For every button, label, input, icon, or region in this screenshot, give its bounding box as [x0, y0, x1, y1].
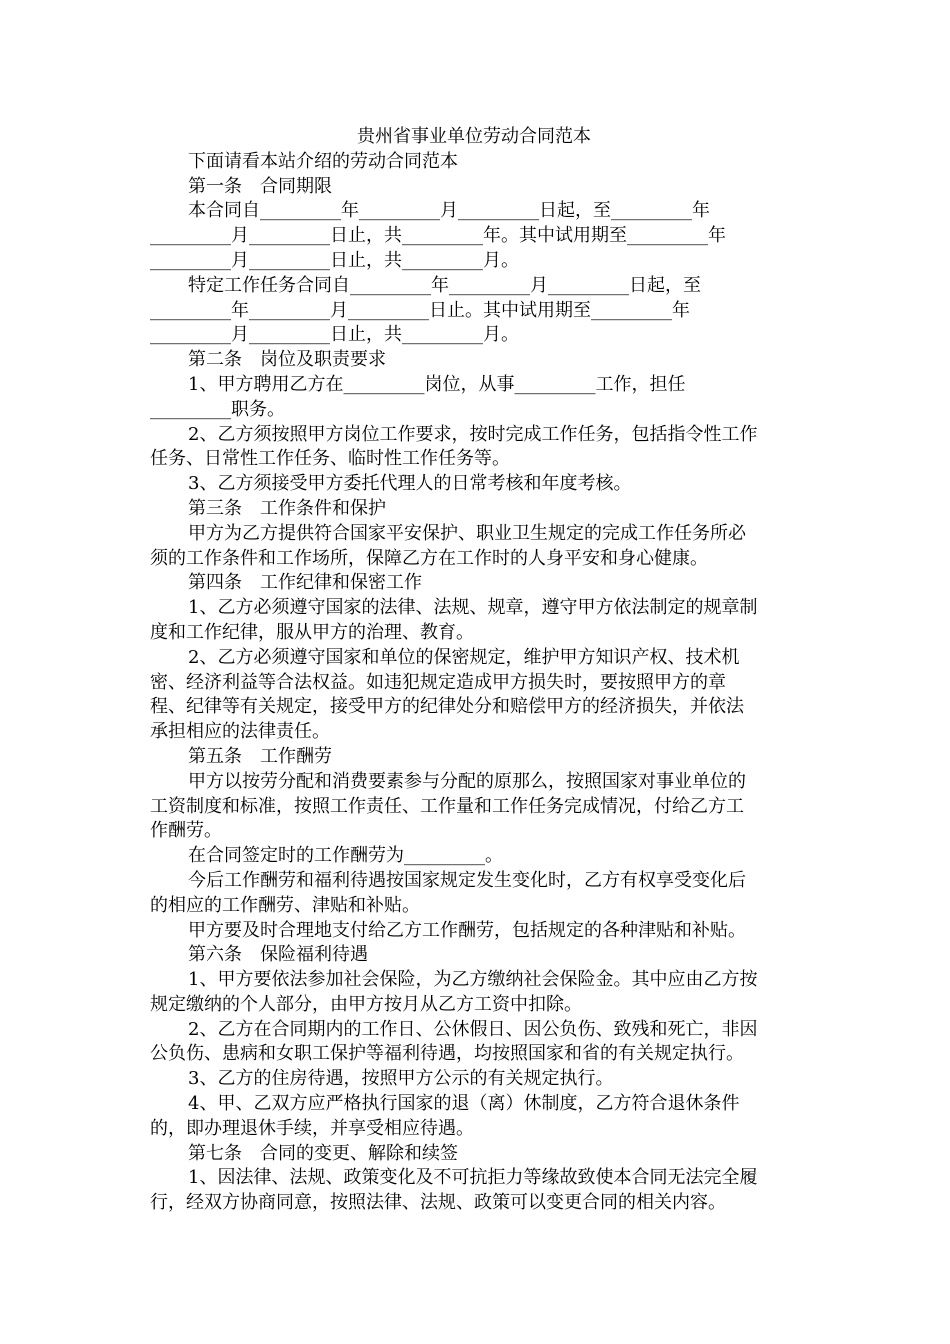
- text-line: _________年_________月_________日止。其中试用期至_________年: [150, 299, 690, 321]
- text-line: 公负伤、患病和女职工保护等福利待遇，均按照国家和省的有关规定执行。: [150, 1043, 744, 1065]
- text-line: 甲方要及时合理地支付给乙方工作酬劳，包括规定的各种津贴和补贴。: [188, 919, 746, 941]
- text-line: _________月_________日止，共_________月。: [150, 324, 519, 346]
- text-line: 第六条 保险福利待遇: [188, 944, 368, 966]
- text-line: 作酬劳。: [150, 820, 222, 842]
- text-line: 在合同签定时的工作酬劳为_________。: [188, 845, 503, 867]
- text-line: 密、经济利益等合法权益。如违犯规定造成甲方损失时，要按照甲方的章: [150, 671, 726, 693]
- text-line: 承担相应的法律责任。: [150, 721, 330, 743]
- text-line: 第一条 合同期限: [188, 175, 332, 197]
- text-line: 工资制度和标准，按照工作责任、工作量和工作任务完成情况，付给乙方工: [150, 795, 744, 817]
- text-line: 行，经双方协商同意，按照法律、法规、政策可以变更合同的相关内容。: [150, 1192, 726, 1214]
- text-line: 的相应的工作酬劳、津贴和补贴。: [150, 894, 420, 916]
- text-line: 特定工作任务合同自_________年_________月_________日起，至: [188, 274, 701, 296]
- text-line: 1、因法律、法规、政策变化及不可抗拒力等缘故致使本合同无法完全履: [188, 1167, 758, 1189]
- text-line: 4、甲、乙双方应严格执行国家的退（离）休制度，乙方符合退休条件: [188, 1093, 740, 1115]
- text-line: 今后工作酬劳和福利待遇按国家规定发生变化时，乙方有权享受变化后: [188, 869, 746, 891]
- text-line: 第四条 工作纪律和保密工作: [188, 572, 422, 594]
- text-line: 2、乙方须按照甲方岗位工作要求，按时完成工作任务，包括指令性工作: [188, 423, 758, 445]
- text-line: 程、纪律等有关规定，接受甲方的纪律处分和赔偿甲方的经济损失，并依法: [150, 696, 744, 718]
- text-line: 甲方以按劳分配和消费要素参与分配的原那么，按照国家对事业单位的: [188, 770, 746, 792]
- text-line: 度和工作纪律，服从甲方的治理、教育。: [150, 621, 474, 643]
- text-line: 本合同自_________年_________月_________日起，至_________年: [188, 200, 710, 222]
- text-line: 1、乙方必须遵守国家的法律、法规、规章，遵守甲方依法制定的规章制: [188, 597, 758, 619]
- text-line: _________月_________日止，共_________月。: [150, 249, 519, 271]
- text-line: 第二条 岗位及职责要求: [188, 349, 386, 371]
- text-line: 须的工作条件和工作场所，保障乙方在工作时的人身平安和身心健康。: [150, 547, 708, 569]
- document-lines: [150, 150, 798, 1216]
- text-line: 3、乙方的住房待遇，按照甲方公示的有关规定执行。: [188, 1068, 614, 1090]
- text-line: 3、乙方须接受甲方委托代理人的日常考核和年度考核。: [188, 473, 632, 495]
- text-line: _________月_________日止，共_________年。其中试用期至_________年: [150, 225, 726, 247]
- text-line: 任务、日常性工作任务、临时性工作任务等。: [150, 448, 510, 470]
- text-line: 1、甲方要依法参加社会保险，为乙方缴纳社会保险金。其中应由乙方按: [188, 969, 758, 991]
- text-line: _________职务。: [150, 398, 285, 420]
- text-line: 第五条 工作酬劳: [188, 745, 332, 767]
- document-body: [150, 125, 798, 1216]
- text-line: 下面请看本站介绍的劳动合同范本: [188, 150, 458, 172]
- text-line: 的，即办理退休手续，并享受相应待遇。: [150, 1117, 474, 1139]
- text-line: 规定缴纳的个人部分，由甲方按月从乙方工资中扣除。: [150, 993, 582, 1015]
- text-line: 2、乙方在合同期内的工作日、公休假日、因公负伤、致残和死亡，非因: [188, 1018, 758, 1040]
- text-line: 1、甲方聘用乙方在_________岗位，从事_________工作，担任: [188, 373, 686, 395]
- text-line: 第三条 工作条件和保护: [188, 497, 386, 519]
- text-line: 甲方为乙方提供符合国家平安保护、职业卫生规定的完成工作任务所必: [188, 522, 746, 544]
- text-line: 2、乙方必须遵守国家和单位的保密规定，维护甲方知识产权、技术机: [188, 646, 740, 668]
- text-line: 第七条 合同的变更、解除和续签: [188, 1142, 458, 1164]
- document-title: 贵州省事业单位劳动合同范本: [357, 126, 591, 147]
